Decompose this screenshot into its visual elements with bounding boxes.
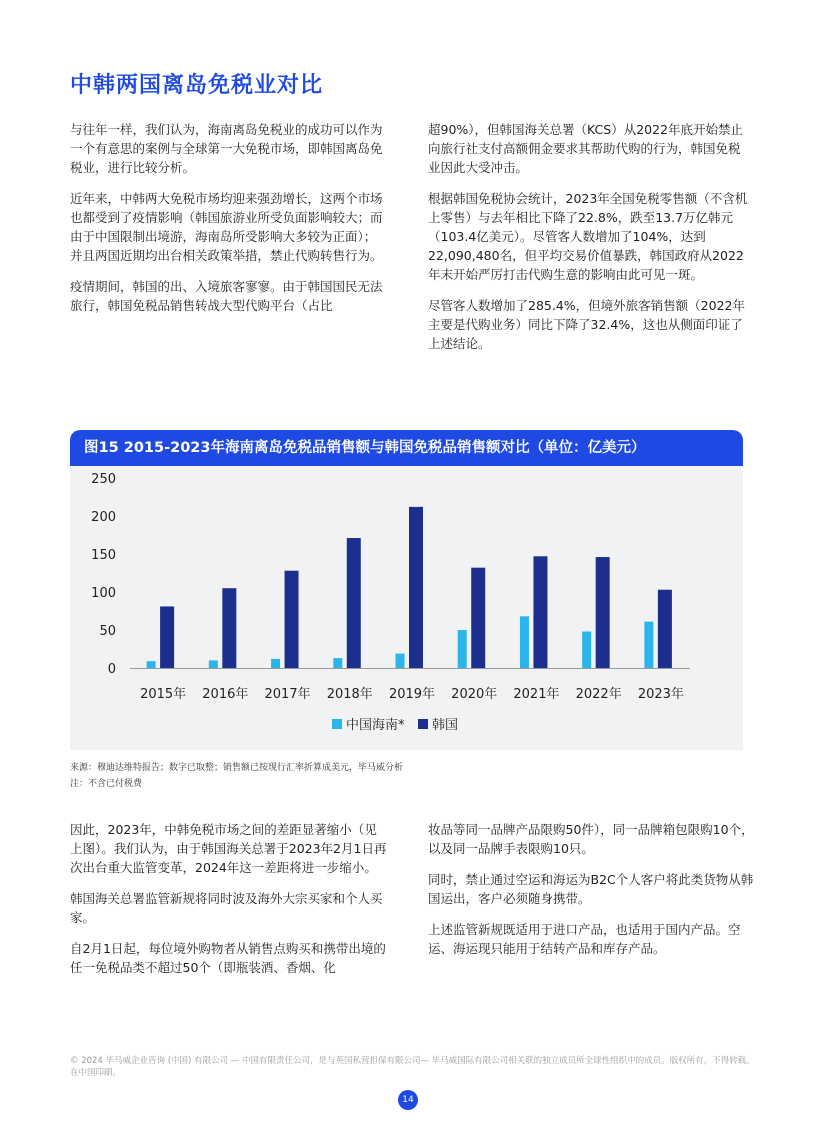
- bar-chart: [70, 466, 743, 750]
- text-column-left-top: [70, 120, 388, 327]
- y-tick-label: 250: [91, 472, 116, 487]
- text-column-right-top: [428, 120, 750, 365]
- chart-panel: [70, 430, 743, 750]
- bar-korea: [471, 568, 485, 668]
- text-column-right-bottom: [428, 820, 754, 970]
- chart-title: 图15 2015-2023年海南离岛免税品销售额与韩国免税品销售额对比（单位：亿美元）: [70, 430, 743, 466]
- y-tick-label: 200: [91, 510, 116, 525]
- x-tick-label: 2016年: [202, 687, 249, 702]
- text-column-left-bottom: [70, 820, 388, 989]
- y-tick-label: 150: [91, 548, 116, 563]
- bar-hainan: [147, 661, 156, 668]
- bar-korea: [347, 538, 361, 668]
- bar-hainan: [396, 654, 405, 668]
- paragraph: 超90%），但韩国海关总署（KCS）从2022年底开始禁止向旅行社支付高额佣金要求其帮助代购的行为，韩国免税业因此大受冲击。: [428, 122, 744, 175]
- y-tick-label: 0: [107, 662, 116, 677]
- chart-notes: [70, 760, 403, 792]
- legend-label: 韩国: [432, 718, 459, 733]
- copyright-footer: © 2024 毕马威企业咨询 (中国) 有限公司 — 中国有限责任公司，是与英国私营担保有限公司— 毕马威国际有限公司相关联的独立成员所全球性组织中的成员。版权所有，不得转载。在中国印刷。: [70, 1056, 755, 1078]
- bar-hainan: [271, 659, 280, 668]
- paragraph: 疫情期间，韩国的出、入境旅客寥寥。由于韩国国民无法旅行，韩国免税品销售转战大型代购平台（占比: [70, 279, 383, 313]
- x-tick-label: 2017年: [264, 687, 311, 702]
- page-title: 中韩两国离岛免税业对比: [70, 73, 324, 98]
- y-tick-label: 100: [91, 586, 116, 601]
- paragraph: 与往年一样，我们认为，海南离岛免税业的成功可以作为一个有意思的案例与全球第一大免税市场，即韩国离岛免税业，进行比较分析。: [70, 122, 383, 175]
- paragraph: 根据韩国免税协会统计，2023年全国免税零售额（不含机上零售）与去年相比下降了22.8%，跌至13.7万亿韩元（103.4亿美元）。尽管客人数增加了104%，达到22,090,480名，但平均交易价值暴跌，韩国政府从2022年末开始严厉打击代购生意的影响由此可见一斑。: [428, 191, 748, 282]
- legend-swatch: [418, 719, 428, 729]
- x-tick-label: 2023年: [637, 687, 684, 702]
- bar-korea: [222, 588, 236, 668]
- bar-korea: [658, 590, 672, 668]
- paragraph: 韩国海关总署监管新规将同时波及海外大宗买家和个人买家。: [70, 891, 383, 925]
- bar-hainan: [209, 660, 218, 668]
- paragraph: 上述监管新规既适用于进口产品，也适用于国内产品。空运、海运现只能用于结转产品和库存产品。: [428, 922, 741, 956]
- legend-swatch: [332, 719, 342, 729]
- bar-hainan: [333, 658, 342, 668]
- bar-hainan: [458, 630, 467, 668]
- y-tick-label: 50: [99, 624, 116, 639]
- paragraph: 尽管客人数增加了285.4%，但境外旅客销售额（2022年主要是代购业务）同比下降了32.4%，这也从侧面印证了上述结论。: [428, 298, 745, 351]
- legend-label: 中国海南*: [346, 718, 405, 733]
- bar-korea: [160, 606, 174, 668]
- x-tick-label: 2021年: [513, 687, 560, 702]
- x-tick-label: 2018年: [326, 687, 373, 702]
- paragraph: 自2月1日起，每位境外购物者从销售点购买和携带出境的任一免税品类不超过50个（即瓶装酒、香烟、化: [70, 941, 386, 975]
- source-note: 来源：穆迪达维特报告；数字已取整；销售额已按现行汇率折算成美元，毕马威分析: [70, 763, 404, 773]
- paragraph: 妆品等同一品牌产品限购50件），同一品牌箱包限购10个，以及同一品牌手表限购10只。: [428, 822, 754, 856]
- x-tick-label: 2022年: [575, 687, 622, 702]
- bar-korea: [285, 571, 299, 668]
- bar-korea: [409, 507, 423, 668]
- x-tick-label: 2015年: [140, 687, 187, 702]
- bar-hainan: [582, 632, 591, 668]
- x-tick-label: 2019年: [388, 687, 436, 702]
- footnote: 注：不含已付税费: [70, 779, 143, 789]
- bar-hainan: [644, 622, 653, 668]
- paragraph: 近年来，中韩两大免税市场均迎来强劲增长，这两个市场也都受到了疫情影响（韩国旅游业所受负面影响较大；而由于中国限制出境游，海南岛所受影响大多较为正面）；并且两国近期均出台相关政策举措，禁止代购转售行为。: [70, 191, 383, 263]
- page-number: 14: [398, 1090, 418, 1110]
- bar-korea: [596, 557, 610, 668]
- paragraph: 因此，2023年，中韩免税市场之间的差距显著缩小（见上图）。我们认为，由于韩国海关总署于2023年2月1日再次出台重大监管变革，2024年这一差距将进一步缩小。: [70, 822, 387, 875]
- x-tick-label: 2020年: [451, 687, 498, 702]
- paragraph: 同时，禁止通过空运和海运为B2C个人客户将此类货物从韩国运出，客户必须随身携带。: [428, 872, 754, 906]
- bar-korea: [533, 556, 547, 668]
- bar-hainan: [520, 616, 529, 668]
